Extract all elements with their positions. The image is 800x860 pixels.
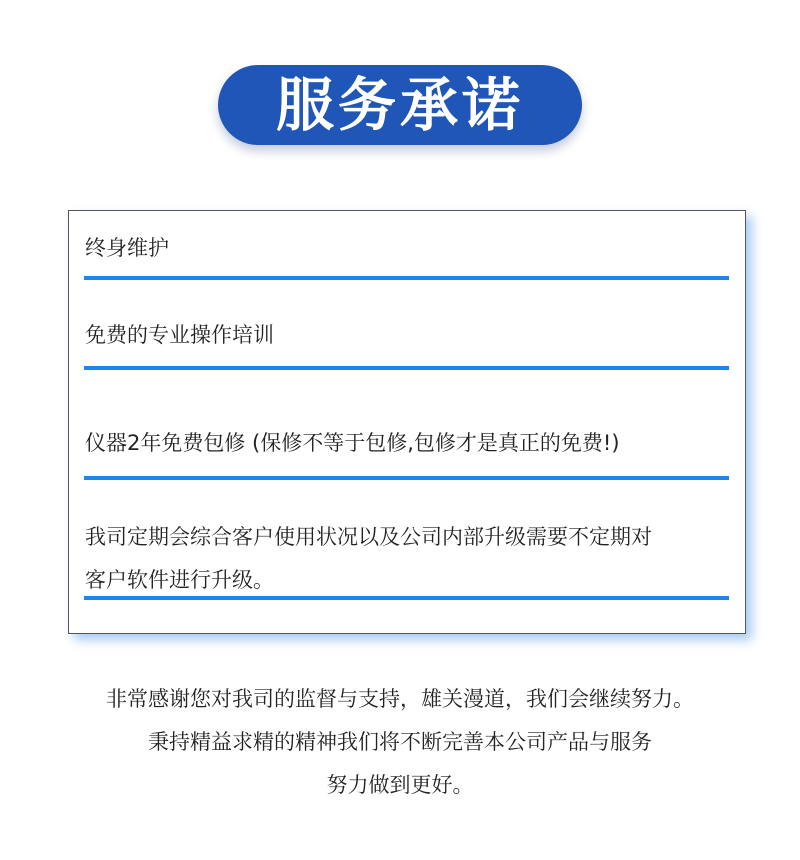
commitment-item-free-training: 免费的专业操作培训: [85, 323, 274, 347]
page-title: 服务承诺: [275, 71, 524, 139]
commitment-item-two-year-warranty: 仪器2年免费包修 (保修不等于包修,包修才是真正的免费!): [85, 431, 620, 455]
commitment-item-lifetime-maintenance: 终身维护: [85, 236, 169, 260]
commitment-item-software-upgrade-line1: 我司定期会综合客户使用状况以及公司内部升级需要不定期对: [85, 525, 652, 549]
footer-line-1: 非常感谢您对我司的监督与支持，雄关漫道，我们会继续努力。: [106, 687, 694, 711]
commitment-item-software-upgrade-line2: 客户软件进行升级。: [85, 568, 274, 592]
commitment-divider: [84, 596, 729, 600]
commitment-divider: [84, 276, 729, 280]
commitment-divider: [84, 366, 729, 370]
footer-line-2: 秉持精益求精的精神我们将不断完善本公司产品与服务: [148, 730, 652, 754]
title-banner: [218, 65, 582, 145]
footer-line-3: 努力做到更好。: [326, 773, 474, 797]
commitment-divider: [84, 476, 729, 480]
commitments-card: [68, 210, 746, 634]
